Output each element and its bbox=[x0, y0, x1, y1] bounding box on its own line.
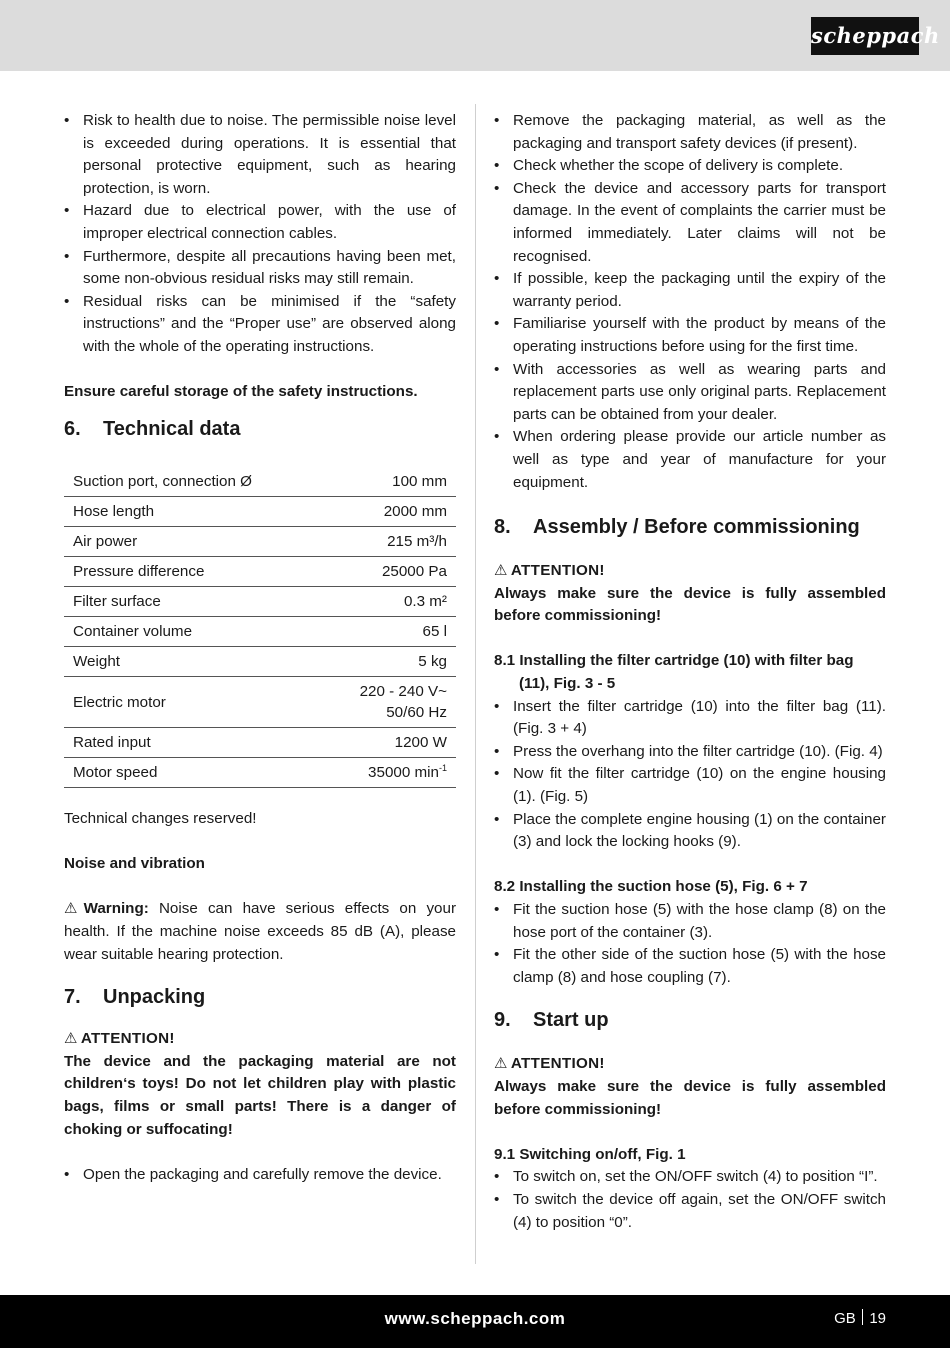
attention-message: The device and the packaging material are not children‘s toys! Do not let children play with plastic bags, films or small parts! There is a danger of choking or suffocating! bbox=[64, 1052, 456, 1138]
list-item: • Familiarise yourself with the product by means of the operating instructions before using for the first time. bbox=[494, 313, 886, 358]
section-heading-unpacking bbox=[64, 984, 456, 1010]
technical-changes-note: Technical changes reserved! bbox=[64, 810, 257, 828]
list-item: • Hazard due to electrical power, with the use of improper electrical connection cables. bbox=[64, 200, 456, 245]
warning-triangle-icon: ⚠ bbox=[64, 900, 84, 918]
table-row bbox=[64, 677, 456, 728]
list-item: • Risk to health due to noise. The permissible noise level is exceeded during operations. It is essential that personal protective equipment, such as hearing protection, is worn. bbox=[64, 110, 456, 200]
spec-label: Pressure difference bbox=[64, 557, 319, 587]
spec-label: Hose length bbox=[64, 497, 319, 527]
footer-bar bbox=[0, 1295, 950, 1348]
risk-list bbox=[64, 110, 456, 359]
warning-label: Warning: bbox=[83, 900, 149, 918]
list-item: • Open the packaging and carefully remove the device. bbox=[64, 1164, 456, 1187]
section-title: Technical data bbox=[103, 417, 241, 440]
switching-steps bbox=[494, 1166, 886, 1234]
spec-label: Electric motor bbox=[64, 677, 319, 728]
attention-label bbox=[494, 560, 886, 583]
left-column bbox=[64, 110, 456, 1186]
attention-label bbox=[64, 1028, 456, 1051]
list-item: • Furthermore, despite all precautions having been met, some non-obvious residual risks may still remain. bbox=[64, 246, 456, 291]
section-number: 7. bbox=[64, 986, 81, 1009]
list-item: • Remove the packaging material, as well as the packaging and transport safety devices (if present). bbox=[494, 110, 886, 155]
list-item: • Place the complete engine housing (1) on the container (3) and lock the locking hooks (9). bbox=[494, 809, 886, 854]
warning-triangle-icon: ⚠ bbox=[494, 1055, 508, 1073]
page-number: 19 bbox=[869, 1310, 886, 1327]
spec-value: 65 l bbox=[319, 617, 456, 647]
section-heading-assembly bbox=[494, 514, 886, 540]
spec-label: Suction port, connection Ø bbox=[64, 467, 319, 497]
separator bbox=[862, 1309, 864, 1325]
spec-value: 2000 mm bbox=[319, 497, 456, 527]
spec-value: 1200 W bbox=[319, 728, 456, 758]
spec-value: 5 kg bbox=[319, 647, 456, 677]
attention-message: Always make sure the device is fully assembled before commissioning! bbox=[494, 1077, 886, 1118]
table-row bbox=[64, 758, 456, 788]
list-item: • Now fit the filter cartridge (10) on the engine housing (1). (Fig. 5) bbox=[494, 763, 886, 808]
column-divider bbox=[475, 104, 476, 1264]
table-row bbox=[64, 557, 456, 587]
page-indicator bbox=[834, 1308, 886, 1330]
table-row bbox=[64, 467, 456, 497]
list-item: • Press the overhang into the filter cartridge (10). (Fig. 4) bbox=[494, 741, 886, 764]
warning-triangle-icon: ⚠ bbox=[64, 1030, 78, 1048]
filter-cartridge-steps bbox=[494, 696, 886, 854]
section-number: 8. bbox=[494, 516, 511, 539]
suction-hose-steps bbox=[494, 899, 886, 989]
list-item: • Check whether the scope of delivery is complete. bbox=[494, 155, 886, 178]
section-number: 6. bbox=[64, 417, 81, 440]
language-code: GB bbox=[834, 1310, 856, 1327]
technical-data-table bbox=[64, 467, 456, 788]
spec-label: Rated input bbox=[64, 728, 319, 758]
section-heading-start-up bbox=[494, 1007, 886, 1033]
list-item: • To switch the device off again, set the ON/OFF switch (4) to position “0”. bbox=[494, 1189, 886, 1234]
section-heading-technical-data bbox=[64, 416, 456, 442]
table-row bbox=[64, 527, 456, 557]
website-link[interactable]: www.scheppach.com bbox=[384, 1309, 566, 1328]
list-item: • Residual risks can be minimised if the “safety instructions” and the “Proper use” are observed along with the whole of the operating instructions. bbox=[64, 291, 456, 359]
spec-label: Air power bbox=[64, 527, 319, 557]
section-title: Start up bbox=[533, 1009, 609, 1032]
attention-message: Always make sure the device is fully assembled before commissioning! bbox=[494, 584, 886, 625]
spec-value-exponent: -1 bbox=[438, 762, 447, 773]
unpack-list-continued bbox=[494, 110, 886, 494]
list-item: • Check the device and accessory parts for transport damage. In the event of complaints the carrier must be informed immediately. Later claims will not be recognised. bbox=[494, 178, 886, 268]
list-item: • Fit the other side of the suction hose (5) with the hose clamp (8) and hose coupling (7). bbox=[494, 944, 886, 989]
spec-label: Weight bbox=[64, 647, 319, 677]
attention-text: ATTENTION! bbox=[510, 1055, 605, 1073]
right-column bbox=[494, 110, 886, 1234]
list-item: • When ordering please provide our article number as well as type and year of manufacture for your equipment. bbox=[494, 426, 886, 494]
unpack-list bbox=[64, 1164, 456, 1187]
spec-label: Motor speed bbox=[64, 758, 319, 788]
noise-warning bbox=[64, 898, 456, 966]
spec-value bbox=[319, 677, 456, 728]
subsection-heading-line: 8.1 Installing the filter cartridge (10) with filter bag bbox=[494, 652, 854, 670]
warning-triangle-icon: ⚠ bbox=[494, 562, 508, 580]
subsection-heading-line: (11), Fig. 3 - 5 bbox=[519, 675, 616, 693]
list-item: • If possible, keep the packaging until the expiry of the warranty period. bbox=[494, 268, 886, 313]
subsection-heading-9-1: 9.1 Switching on/off, Fig. 1 bbox=[494, 1145, 686, 1163]
list-item: • Insert the filter cartridge (10) into the filter bag (11). (Fig. 3 + 4) bbox=[494, 696, 886, 741]
table-row bbox=[64, 587, 456, 617]
section-title: Unpacking bbox=[103, 986, 206, 1009]
header-bar bbox=[0, 0, 950, 71]
table-row bbox=[64, 647, 456, 677]
noise-heading: Noise and vibration bbox=[64, 855, 205, 873]
warning-text: Noise can have serious effects on your health. If the machine noise exceeds 85 dB (A), please wear suitable hearing protection. bbox=[64, 900, 456, 963]
spec-value: 0.3 m² bbox=[319, 587, 456, 617]
storage-note: Ensure careful storage of the safety instructions. bbox=[64, 383, 418, 401]
table-row bbox=[64, 728, 456, 758]
subsection-heading-8-2: 8.2 Installing the suction hose (5), Fig. 6 + 7 bbox=[494, 878, 808, 896]
section-title: Assembly / Before commissioning bbox=[533, 516, 860, 539]
spec-value-line: 50/60 Hz bbox=[386, 704, 447, 722]
table-row bbox=[64, 617, 456, 647]
spec-label: Filter surface bbox=[64, 587, 319, 617]
spec-label: Container volume bbox=[64, 617, 319, 647]
scheppach-logo: scheppach bbox=[811, 17, 919, 55]
attention-text: ATTENTION! bbox=[80, 1030, 175, 1048]
section-number: 9. bbox=[494, 1009, 511, 1032]
attention-label bbox=[494, 1053, 886, 1076]
spec-value-line: 220 - 240 V~ bbox=[359, 683, 447, 701]
spec-value: 100 mm bbox=[319, 467, 456, 497]
table-row bbox=[64, 497, 456, 527]
attention-text: ATTENTION! bbox=[510, 562, 605, 580]
list-item: • To switch on, set the ON/OFF switch (4) to position “I”. bbox=[494, 1166, 886, 1189]
spec-value: 25000 Pa bbox=[319, 557, 456, 587]
spec-value: 215 m³/h bbox=[319, 527, 456, 557]
spec-value bbox=[319, 758, 456, 788]
subsection-heading-8-1 bbox=[494, 650, 886, 695]
list-item: • Fit the suction hose (5) with the hose clamp (8) on the hose port of the container (3). bbox=[494, 899, 886, 944]
list-item: • With accessories as well as wearing parts and replacement parts use only original parts. Replacement parts can be obtained from your dealer. bbox=[494, 359, 886, 427]
spec-value-text: 35000 min bbox=[368, 764, 439, 782]
